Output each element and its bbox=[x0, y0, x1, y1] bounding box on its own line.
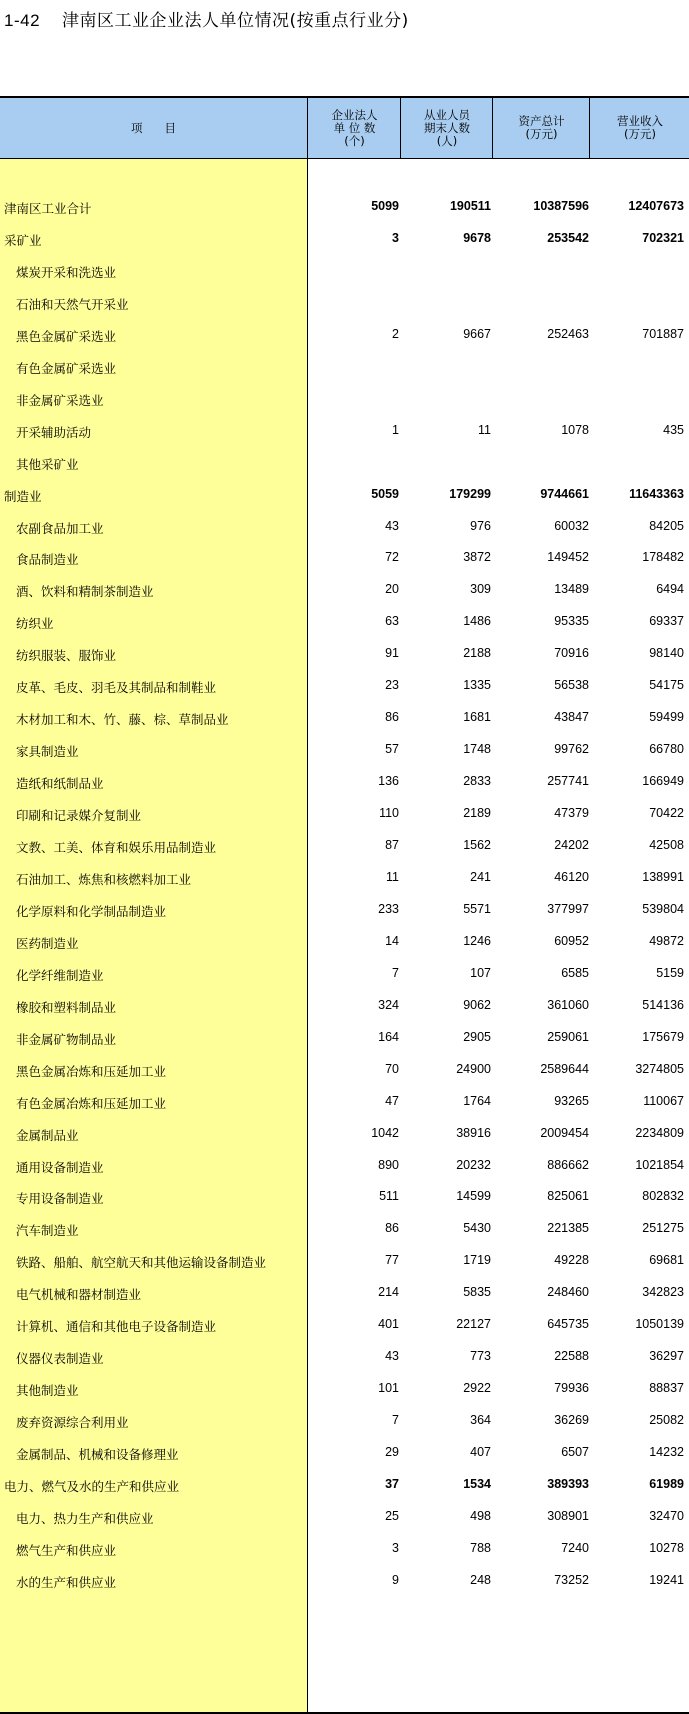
cell-employees: 364 bbox=[470, 1413, 491, 1428]
cell-revenue: 14232 bbox=[649, 1445, 684, 1460]
cell-revenue: 25082 bbox=[649, 1413, 684, 1428]
table-row bbox=[0, 287, 689, 319]
header-enterprise-count: 企业法人 单 位 数 (个) bbox=[307, 98, 401, 158]
cell-revenue: 2234809 bbox=[635, 1125, 684, 1140]
cell-total-assets: 56538 bbox=[554, 678, 589, 693]
row-label: 计算机、通信和其他电子设备制造业 bbox=[16, 1319, 217, 1335]
cell-total-assets: 24202 bbox=[554, 838, 589, 852]
cell-enterprise-count: 3 bbox=[392, 1540, 399, 1555]
cell-employees: 190511 bbox=[449, 199, 491, 213]
table-row bbox=[0, 223, 689, 255]
table-row bbox=[0, 447, 689, 479]
cell-revenue: 49872 bbox=[649, 933, 684, 948]
cell-total-assets: 93265 bbox=[554, 1093, 589, 1108]
cell-revenue: 69337 bbox=[649, 614, 684, 629]
row-label: 印刷和记录媒介复制业 bbox=[16, 808, 142, 824]
cell-total-assets: 22588 bbox=[554, 1349, 589, 1364]
cell-revenue: 701887 bbox=[642, 326, 684, 341]
cell-total-assets: 825061 bbox=[547, 1189, 589, 1204]
cell-total-assets: 70916 bbox=[554, 646, 589, 661]
table-row bbox=[0, 766, 689, 798]
cell-revenue: 175679 bbox=[642, 1029, 684, 1044]
table-row bbox=[0, 830, 689, 862]
cell-revenue: 54175 bbox=[649, 678, 684, 693]
cell-total-assets: 49228 bbox=[554, 1253, 589, 1268]
cell-total-assets: 149452 bbox=[547, 550, 589, 565]
cell-enterprise-count: 70 bbox=[385, 1061, 399, 1076]
row-label: 造纸和纸制品业 bbox=[16, 776, 104, 792]
row-label: 煤炭开采和洗选业 bbox=[16, 264, 117, 280]
cell-employees: 20232 bbox=[456, 1157, 491, 1172]
table-body bbox=[0, 159, 689, 1712]
cell-enterprise-count: 72 bbox=[385, 550, 399, 565]
cell-employees: 309 bbox=[470, 582, 491, 597]
cell-employees: 1764 bbox=[463, 1093, 491, 1108]
cell-total-assets: 10387596 bbox=[533, 199, 589, 213]
table-row bbox=[0, 1245, 689, 1277]
cell-employees: 407 bbox=[470, 1445, 491, 1460]
cell-total-assets: 252463 bbox=[547, 326, 589, 341]
cell-enterprise-count: 91 bbox=[385, 646, 399, 661]
cell-total-assets: 36269 bbox=[554, 1413, 589, 1428]
cell-revenue: 98140 bbox=[649, 646, 684, 661]
cell-employees: 1335 bbox=[463, 678, 491, 693]
cell-employees: 498 bbox=[470, 1508, 491, 1523]
cell-enterprise-count: 110 bbox=[379, 806, 399, 821]
row-label: 水的生产和供应业 bbox=[16, 1574, 117, 1590]
cell-employees: 9062 bbox=[463, 997, 491, 1012]
cell-total-assets: 257741 bbox=[547, 774, 589, 789]
row-label: 汽车制造业 bbox=[16, 1223, 79, 1239]
cell-employees: 1562 bbox=[463, 838, 491, 852]
cell-total-assets: 47379 bbox=[554, 806, 589, 821]
cell-employees: 1246 bbox=[463, 933, 491, 948]
cell-employees: 5835 bbox=[463, 1285, 491, 1300]
table-row bbox=[0, 1150, 689, 1182]
cell-revenue: 66780 bbox=[649, 742, 684, 757]
cell-revenue: 342823 bbox=[642, 1285, 684, 1300]
row-label: 化学纤维制造业 bbox=[16, 967, 104, 983]
cell-total-assets: 7240 bbox=[561, 1540, 589, 1555]
cell-total-assets: 95335 bbox=[554, 614, 589, 629]
cell-enterprise-count: 47 bbox=[385, 1093, 399, 1108]
cell-enterprise-count: 86 bbox=[385, 710, 399, 725]
cell-enterprise-count: 214 bbox=[378, 1285, 399, 1300]
cell-employees: 1534 bbox=[463, 1477, 491, 1491]
table-row bbox=[0, 894, 689, 926]
cell-employees: 14599 bbox=[456, 1189, 491, 1204]
cell-total-assets: 886662 bbox=[547, 1157, 589, 1172]
row-label: 纺织业 bbox=[16, 616, 54, 632]
row-label: 有色金属冶炼和压延加工业 bbox=[16, 1095, 167, 1111]
table-row bbox=[0, 383, 689, 415]
header-item: 项目 bbox=[131, 120, 198, 135]
cell-enterprise-count: 77 bbox=[385, 1253, 399, 1268]
cell-employees: 1486 bbox=[463, 614, 491, 629]
cell-total-assets: 60032 bbox=[554, 518, 589, 533]
cell-enterprise-count: 37 bbox=[385, 1477, 399, 1491]
row-label: 橡胶和塑料制品业 bbox=[16, 999, 117, 1015]
row-label: 电力、热力生产和供应业 bbox=[16, 1510, 154, 1526]
cell-total-assets: 221385 bbox=[547, 1221, 589, 1236]
cell-revenue: 11643363 bbox=[629, 486, 684, 501]
row-label: 化学原料和化学制品制造业 bbox=[16, 903, 167, 919]
table-row bbox=[0, 638, 689, 670]
cell-enterprise-count: 101 bbox=[378, 1381, 399, 1396]
cell-total-assets: 377997 bbox=[547, 901, 589, 916]
cell-employees: 11 bbox=[478, 422, 491, 437]
cell-revenue: 32470 bbox=[649, 1508, 684, 1523]
cell-enterprise-count: 11 bbox=[386, 869, 399, 884]
cell-employees: 5430 bbox=[463, 1221, 491, 1236]
cell-enterprise-count: 25 bbox=[385, 1508, 399, 1523]
row-label: 其他制造业 bbox=[16, 1383, 79, 1399]
cell-revenue: 1021854 bbox=[635, 1157, 684, 1172]
row-label: 家具制造业 bbox=[16, 744, 79, 760]
cell-employees: 179299 bbox=[449, 486, 491, 501]
cell-total-assets: 645735 bbox=[547, 1317, 589, 1332]
table-row bbox=[0, 1405, 689, 1437]
cell-employees: 2833 bbox=[463, 774, 491, 789]
cell-revenue: 69681 bbox=[649, 1253, 684, 1268]
row-label: 电气机械和器材制造业 bbox=[16, 1287, 142, 1303]
table-row bbox=[0, 1054, 689, 1086]
cell-enterprise-count: 401 bbox=[378, 1317, 399, 1332]
cell-enterprise-count: 3 bbox=[392, 230, 399, 245]
cell-revenue: 3274805 bbox=[635, 1061, 684, 1076]
cell-employees: 5571 bbox=[463, 901, 491, 916]
cell-employees: 9667 bbox=[463, 326, 491, 341]
table-row bbox=[0, 1118, 689, 1150]
cell-enterprise-count: 9 bbox=[392, 1572, 399, 1587]
cell-enterprise-count: 57 bbox=[385, 742, 399, 757]
cell-enterprise-count: 233 bbox=[378, 901, 399, 916]
cell-total-assets: 2589644 bbox=[540, 1061, 589, 1076]
cell-enterprise-count: 324 bbox=[378, 997, 399, 1012]
cell-enterprise-count: 1 bbox=[392, 422, 399, 437]
row-label: 纺织服装、服饰业 bbox=[16, 648, 117, 664]
cell-enterprise-count: 1042 bbox=[371, 1125, 399, 1140]
header-total-assets: 资产总计 (万元) bbox=[492, 98, 590, 158]
cell-revenue: 514136 bbox=[642, 997, 684, 1012]
cell-revenue: 70422 bbox=[649, 806, 684, 821]
cell-total-assets: 13489 bbox=[554, 582, 589, 597]
cell-enterprise-count: 86 bbox=[385, 1221, 399, 1236]
cell-revenue: 110067 bbox=[643, 1093, 684, 1108]
cell-revenue: 5159 bbox=[656, 965, 684, 980]
table-row bbox=[0, 1022, 689, 1054]
table-row bbox=[0, 479, 689, 511]
cell-total-assets: 2009454 bbox=[540, 1125, 589, 1140]
row-label: 通用设备制造业 bbox=[16, 1159, 104, 1175]
cell-employees: 1719 bbox=[463, 1253, 491, 1268]
row-label: 燃气生产和供应业 bbox=[16, 1542, 117, 1558]
table-row bbox=[0, 734, 689, 766]
cell-revenue: 539804 bbox=[642, 901, 684, 916]
cell-employees: 107 bbox=[470, 965, 491, 980]
cell-total-assets: 43847 bbox=[554, 710, 589, 725]
cell-revenue: 435 bbox=[663, 422, 684, 437]
cell-employees: 248 bbox=[470, 1572, 491, 1587]
cell-total-assets: 361060 bbox=[547, 997, 589, 1012]
row-label: 废弃资源综合利用业 bbox=[16, 1415, 129, 1431]
row-label: 文教、工美、体育和娱乐用品制造业 bbox=[16, 840, 217, 855]
row-label: 金属制品、机械和设备修理业 bbox=[16, 1447, 179, 1463]
table-row bbox=[0, 1181, 689, 1213]
row-label: 皮革、毛皮、羽毛及其制品和制鞋业 bbox=[16, 680, 217, 696]
cell-employees: 788 bbox=[470, 1540, 491, 1555]
cell-employees: 22127 bbox=[456, 1317, 491, 1332]
row-label: 非金属矿采选业 bbox=[16, 392, 104, 408]
cell-employees: 1748 bbox=[463, 742, 491, 757]
cell-employees: 1681 bbox=[463, 710, 491, 725]
cell-employees: 24900 bbox=[456, 1061, 491, 1076]
cell-revenue: 84205 bbox=[649, 518, 684, 533]
cell-total-assets: 1078 bbox=[561, 422, 589, 437]
cell-total-assets: 6585 bbox=[561, 965, 589, 980]
cell-total-assets: 60952 bbox=[554, 933, 589, 948]
cell-enterprise-count: 5099 bbox=[371, 199, 399, 213]
table-row bbox=[0, 415, 689, 447]
cell-enterprise-count: 43 bbox=[385, 1349, 399, 1364]
cell-revenue: 88837 bbox=[649, 1381, 684, 1396]
cell-enterprise-count: 43 bbox=[385, 518, 399, 533]
table-title: 津南区工业企业法人单位情况(按重点行业分) bbox=[62, 11, 409, 31]
cell-revenue: 36297 bbox=[649, 1349, 684, 1364]
table-row bbox=[0, 958, 689, 990]
cell-total-assets: 79936 bbox=[554, 1381, 589, 1396]
cell-employees: 2189 bbox=[463, 806, 491, 821]
row-label: 有色金属矿采选业 bbox=[16, 360, 117, 376]
cell-enterprise-count: 7 bbox=[392, 965, 399, 980]
cell-revenue: 251275 bbox=[642, 1221, 684, 1236]
cell-total-assets: 253542 bbox=[547, 230, 589, 245]
cell-total-assets: 308901 bbox=[547, 1508, 589, 1523]
table-row bbox=[0, 319, 689, 351]
table-row bbox=[0, 1373, 689, 1405]
cell-revenue: 61989 bbox=[649, 1477, 684, 1491]
row-label: 开采辅助活动 bbox=[16, 424, 92, 440]
row-label: 食品制造业 bbox=[16, 552, 79, 568]
table-row bbox=[0, 702, 689, 734]
table-row bbox=[0, 1341, 689, 1373]
row-label: 酒、饮料和精制茶制造业 bbox=[16, 584, 154, 600]
table-row bbox=[0, 191, 689, 223]
table-row bbox=[0, 1565, 689, 1597]
row-label: 专用设备制造业 bbox=[16, 1191, 104, 1207]
cell-enterprise-count: 23 bbox=[385, 678, 399, 693]
cell-total-assets: 248460 bbox=[547, 1285, 589, 1300]
table-row bbox=[0, 542, 689, 574]
table-row bbox=[0, 1277, 689, 1309]
cell-total-assets: 259061 bbox=[547, 1029, 589, 1044]
cell-enterprise-count: 20 bbox=[385, 582, 399, 597]
table-row bbox=[0, 862, 689, 894]
cell-employees: 773 bbox=[470, 1349, 491, 1364]
cell-revenue: 138991 bbox=[642, 869, 684, 884]
cell-enterprise-count: 63 bbox=[385, 614, 399, 629]
table-row bbox=[0, 798, 689, 830]
row-label: 其他采矿业 bbox=[16, 456, 79, 472]
cell-total-assets: 6507 bbox=[561, 1445, 589, 1460]
cell-enterprise-count: 511 bbox=[379, 1189, 399, 1204]
cell-total-assets: 73252 bbox=[554, 1572, 589, 1587]
cell-enterprise-count: 136 bbox=[378, 774, 399, 789]
cell-revenue: 10278 bbox=[649, 1540, 684, 1555]
table-row bbox=[0, 1501, 689, 1533]
table-row bbox=[0, 1213, 689, 1245]
table-row bbox=[0, 990, 689, 1022]
cell-revenue: 166949 bbox=[642, 774, 684, 789]
cell-enterprise-count: 5059 bbox=[371, 486, 399, 501]
table-row bbox=[0, 1437, 689, 1469]
cell-enterprise-count: 14 bbox=[385, 933, 399, 948]
cell-enterprise-count: 87 bbox=[385, 838, 399, 852]
cell-revenue: 42508 bbox=[649, 838, 684, 852]
cell-revenue: 802832 bbox=[642, 1189, 684, 1204]
table-row bbox=[0, 1086, 689, 1118]
cell-revenue: 19241 bbox=[649, 1572, 684, 1587]
row-label: 农副食品加工业 bbox=[16, 520, 104, 536]
table-row bbox=[0, 1469, 689, 1501]
header-employees: 从业人员 期末人数 (人) bbox=[400, 98, 493, 158]
cell-revenue: 1050139 bbox=[635, 1317, 684, 1332]
table-row bbox=[0, 1309, 689, 1341]
page-title bbox=[4, 6, 409, 31]
cell-revenue: 12407673 bbox=[628, 199, 684, 213]
cell-revenue: 6494 bbox=[656, 582, 684, 597]
cell-employees: 38916 bbox=[456, 1125, 491, 1140]
table-row bbox=[0, 255, 689, 287]
cell-revenue: 178482 bbox=[642, 550, 684, 565]
header-revenue: 营业收入 (万元) bbox=[589, 98, 689, 158]
row-label: 非金属矿物制品业 bbox=[16, 1031, 117, 1047]
row-label: 铁路、船舶、航空航天和其他运输设备制造业 bbox=[16, 1255, 267, 1271]
table-row bbox=[0, 926, 689, 958]
cell-revenue: 59499 bbox=[649, 710, 684, 725]
cell-total-assets: 99762 bbox=[554, 742, 589, 757]
cell-total-assets: 389393 bbox=[547, 1477, 589, 1491]
cell-employees: 2188 bbox=[463, 646, 491, 661]
table-row bbox=[0, 1533, 689, 1565]
cell-employees: 3872 bbox=[463, 550, 491, 565]
cell-employees: 9678 bbox=[463, 230, 491, 245]
table-row bbox=[0, 606, 689, 638]
cell-enterprise-count: 890 bbox=[378, 1157, 399, 1172]
row-label: 采矿业 bbox=[4, 232, 42, 248]
cell-employees: 976 bbox=[470, 518, 491, 533]
table-row bbox=[0, 351, 689, 383]
row-label: 仪器仪表制造业 bbox=[16, 1351, 104, 1367]
row-label: 医药制造业 bbox=[16, 935, 79, 951]
cell-revenue: 702321 bbox=[642, 230, 684, 245]
cell-enterprise-count: 164 bbox=[378, 1029, 399, 1044]
table-row bbox=[0, 574, 689, 606]
table-number: 1-42 bbox=[4, 11, 41, 30]
cell-enterprise-count: 7 bbox=[392, 1413, 399, 1428]
cell-enterprise-count: 2 bbox=[392, 326, 399, 341]
row-label: 电力、燃气及水的生产和供应业 bbox=[4, 1479, 180, 1494]
row-label: 黑色金属冶炼和压延加工业 bbox=[16, 1063, 167, 1079]
cell-employees: 2922 bbox=[463, 1381, 491, 1396]
table-row bbox=[0, 511, 689, 543]
cell-enterprise-count: 29 bbox=[385, 1445, 399, 1460]
row-label: 黑色金属矿采选业 bbox=[16, 328, 117, 344]
row-label: 金属制品业 bbox=[16, 1127, 79, 1143]
cell-total-assets: 46120 bbox=[554, 869, 589, 884]
table-row bbox=[0, 670, 689, 702]
cell-employees: 2905 bbox=[463, 1029, 491, 1044]
cell-employees: 241 bbox=[470, 869, 491, 884]
row-label: 制造业 bbox=[4, 488, 42, 504]
row-label: 石油加工、炼焦和核燃料加工业 bbox=[16, 871, 192, 887]
row-label: 石油和天然气开采业 bbox=[16, 296, 129, 312]
row-label: 津南区工业合计 bbox=[4, 201, 92, 216]
table-header bbox=[0, 98, 689, 159]
cell-total-assets: 9744661 bbox=[540, 486, 589, 501]
row-label: 木材加工和木、竹、藤、棕、草制品业 bbox=[16, 712, 229, 728]
